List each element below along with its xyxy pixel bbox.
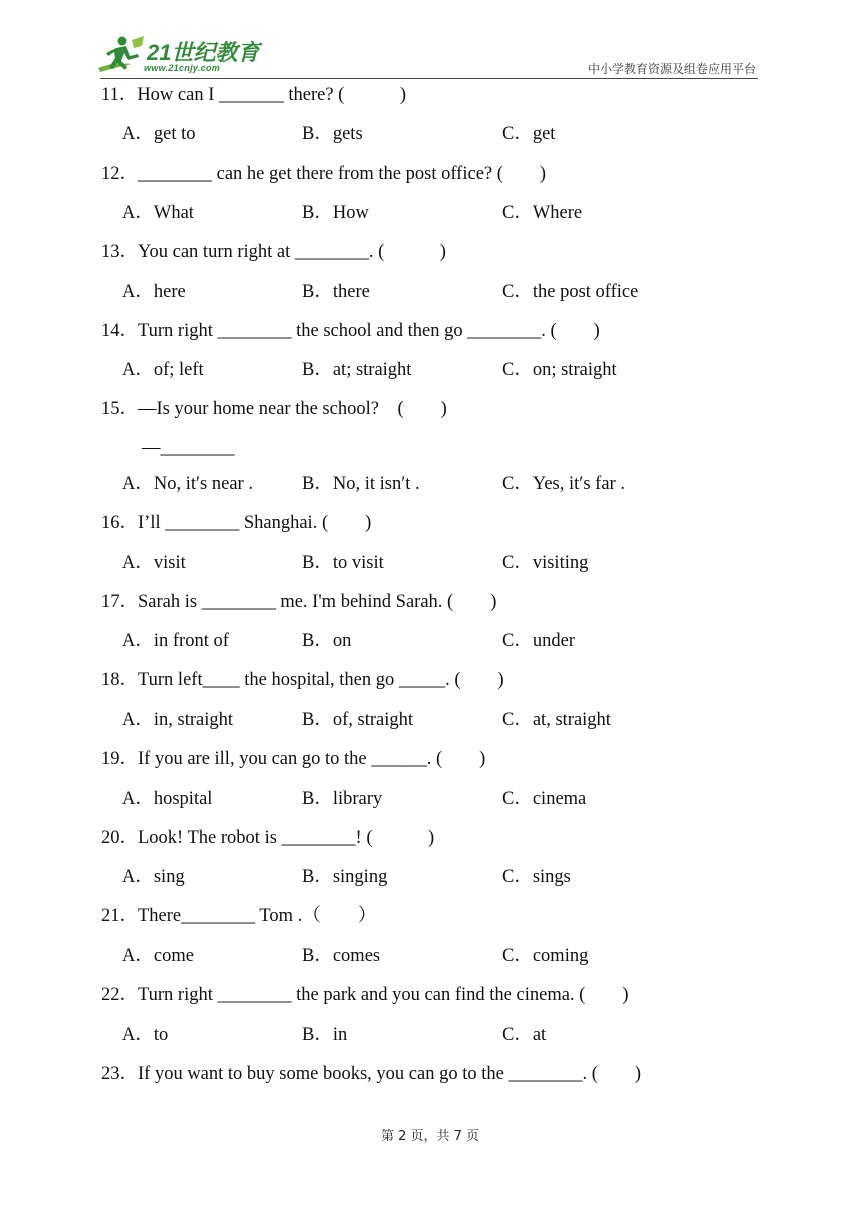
question-12-option-c: C．Where — [502, 203, 583, 223]
question-14-option-a: A．of; left — [122, 360, 204, 380]
question-22-stem: 22．Turn right ________ the park and you can find the cinema. ( ) — [101, 985, 629, 1005]
question-21-option-c: C．coming — [502, 946, 589, 966]
question-11-stem: 11．How can I _______ there? ( ) — [101, 85, 406, 105]
question-22-option-c: C．at — [502, 1025, 547, 1045]
question-17-option-a: A．in front of — [122, 631, 229, 651]
question-21-stem: 21．There________ Tom .（ ） — [101, 906, 377, 926]
question-15-option-a: A．No, it′s near . — [122, 474, 253, 494]
question-16-option-b: B．to visit — [302, 553, 384, 573]
page-header — [0, 0, 860, 82]
question-20-stem: 20．Look! The robot is ________! ( ) — [101, 828, 435, 848]
question-22-option-b: B．in — [302, 1025, 348, 1045]
question-20-option-a: A．sing — [122, 867, 185, 887]
question-19-option-c: C．cinema — [502, 789, 587, 809]
question-21-option-a: A．come — [122, 946, 194, 966]
question-17-option-c: C．under — [502, 631, 575, 651]
question-13-option-a: A．here — [122, 282, 186, 302]
question-17-option-b: B．on — [302, 631, 352, 651]
question-18-option-b: B．of, straight — [302, 710, 413, 730]
question-16-option-c: C．visiting — [502, 553, 589, 573]
question-14-option-c: C．on; straight — [502, 360, 617, 380]
logo-text: 21世纪教育 — [147, 40, 260, 65]
logo — [92, 34, 262, 78]
question-15-stem: 15．—Is your home near the school? ( ) — [101, 399, 447, 419]
question-14-stem: 14．Turn right ________ the school and then go ________. ( ) — [101, 321, 600, 341]
platform-name: 中小学教育资源及组卷应用平台 — [587, 62, 756, 76]
question-20-option-c: C．sings — [502, 867, 571, 887]
question-19-stem: 19．If you are ill, you can go to the ______. ( ) — [101, 749, 486, 769]
question-19-option-a: A．hospital — [122, 789, 213, 809]
question-16-stem: 16．I’ll ________ Shanghai. ( ) — [101, 513, 372, 533]
header-divider — [100, 78, 758, 79]
question-13-option-b: B．there — [302, 282, 370, 302]
question-23-stem: 23．If you want to buy some books, you can go to the ________. ( ) — [101, 1064, 642, 1084]
question-22-option-a: A．to — [122, 1025, 169, 1045]
logo-url: www.21cnjy.com — [144, 63, 221, 73]
question-13-stem: 13．You can turn right at ________. ( ) — [101, 242, 446, 262]
question-12-option-a: A．What — [122, 203, 194, 223]
question-16-option-a: A．visit — [122, 553, 186, 573]
question-15-option-b: B．No, it isn′t . — [302, 474, 420, 494]
question-18-stem: 18．Turn left____ the hospital, then go _____. ( ) — [101, 670, 504, 690]
question-14-option-b: B．at; straight — [302, 360, 412, 380]
question-11-option-a: A．get to — [122, 124, 196, 144]
question-15-answer-line: —________ — [142, 438, 235, 458]
question-17-stem: 17．Sarah is ________ me. I'm behind Sarah. ( ) — [101, 592, 497, 612]
runner-icon — [92, 34, 148, 78]
question-20-option-b: B．singing — [302, 867, 388, 887]
question-12-option-b: B．How — [302, 203, 369, 223]
question-21-option-b: B．comes — [302, 946, 381, 966]
question-13-option-c: C．the post office — [502, 282, 639, 302]
question-18-option-c: C．at, straight — [502, 710, 611, 730]
question-15-option-c: C．Yes, it′s far . — [502, 474, 625, 494]
question-11-option-b: B．gets — [302, 124, 363, 144]
page-number: 第 2 页，共 7 页 — [380, 1129, 480, 1144]
question-19-option-b: B．library — [302, 789, 383, 809]
question-12-stem: 12．________ can he get there from the post office? ( ) — [101, 164, 547, 184]
question-18-option-a: A．in, straight — [122, 710, 233, 730]
question-11-option-c: C．get — [502, 124, 556, 144]
